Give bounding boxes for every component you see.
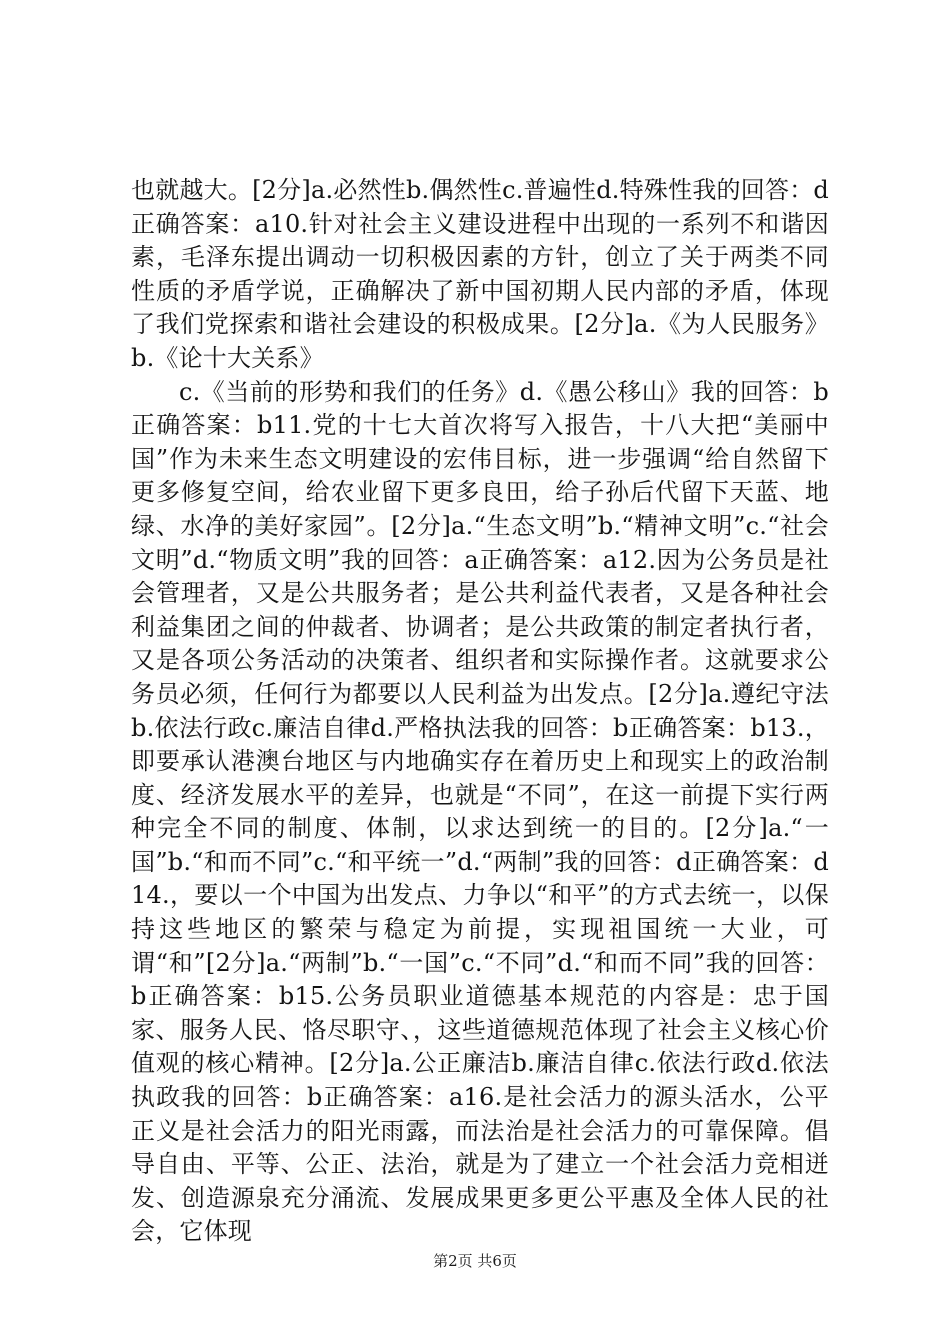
- document-body: [131, 174, 829, 1249]
- paragraph-2: c.《当前的形势和我们的任务》d.《愚公移山》我的回答：b正确答案：b11.党的十七大首次将写入报告，十八大把“美丽中国”作为未来生态文明建设的宏伟目标，进一步强调“给自然留下更多修复空间，给农业留下更多良田，给子孙后代留下天蓝、地绿、水净的美好家园”。[2分]a.“生态文明”b.“精神文明”c.“社会文明”d.“物质文明”我的回答：a正确答案：a12.因为公务员是社会管理者，又是公共服务者；是公共利益代表者，又是各种社会利益集团之间的仲裁者、协调者；是公共政策的制定者执行者，又是各项公务活动的决策者、组织者和实际操作者。这就要求公务员必须，任何行为都要以人民利益为出发点。[2分]a.遵纪守法b.依法行政c.廉洁自律d.严格执法我的回答：b正确答案：b13.，即要承认港澳台地区与内地确实存在着历史上和现实上的政治制度、经济发展水平的差异，也就是“不同”，在这一前提下实行两种完全不同的制度、体制，以求达到统一的目的。[2分]a.“一国”b.“和而不同”c.“和平统一”d.“两制”我的回答：d正确答案：d14.，要以一个中国为出发点、力争以“和平”的方式去统一，以保持这些地区的繁荣与稳定为前提，实现祖国统一大业，可谓“和”[2分]a.“两制”b.“一国”c.“不同”d.“和而不同”我的回答：b正确答案：b15.公务员职业道德基本规范的内容是：忠于国家、服务人民、恪尽职守、，这些道德规范体现了社会主义核心价值观的核心精神。[2分]a.公正廉洁b.廉洁自律c.依法行政d.依法执政我的回答：b正确答案：a16.是社会活力的源头活水，公平正义是社会活力的阳光雨露，而法治是社会活力的可靠保障。倡导自由、平等、公正、法治，就是为了建立一个社会活力竞相迸发、创造源泉充分涌流、发展成果更多更公平惠及全体人民的社会，它体现: [131, 377, 829, 1246]
- page-footer: 第2页 共6页: [433, 1252, 517, 1270]
- paragraph-1: 也就越大。[2分]a.必然性b.偶然性c.普遍性d.特殊性我的回答：d正确答案：a10.针对社会主义建设进程中出现的一系列不和谐因素，毛泽东提出调动一切积极因素的方针，创立了关于两类不同性质的矛盾学说，正确解决了新中国初期人民内部的矛盾，体现了我们党探索和谐社会建设的积极成果。[2分]a.《为人民服务》b.《论十大关系》: [131, 176, 829, 372]
